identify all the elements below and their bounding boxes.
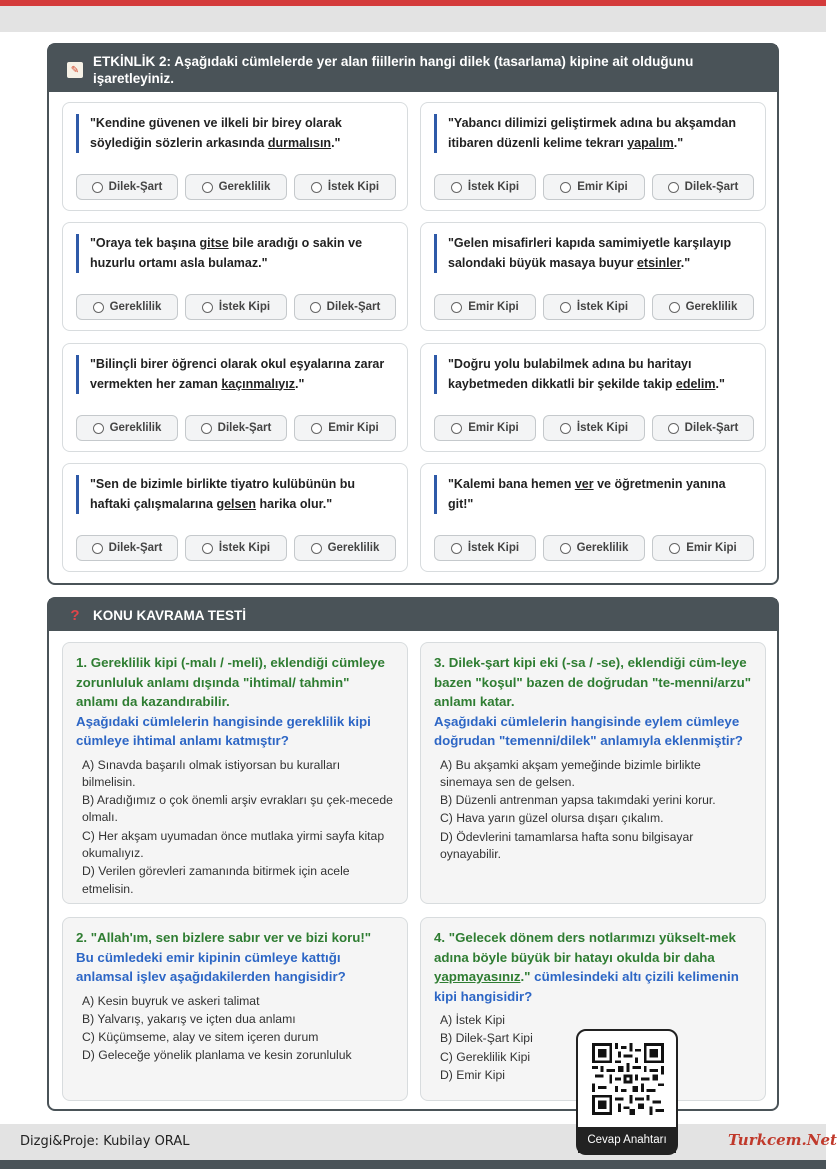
answer-option-b[interactable]: B) Dilek-Şart Kipi (440, 1031, 533, 1046)
test-header (49, 599, 777, 631)
question-icon: ? (70, 606, 80, 624)
option-emir-kipi[interactable] (434, 294, 536, 320)
underlined-verb: yapmayasınız (434, 969, 521, 984)
question-ask: Bu cümledeki emir kipinin cümleye kattığı anlamsal işlev aşağıdakilerden hangisidir? (76, 949, 346, 984)
option-label: Dilek-Şart (326, 301, 381, 313)
activity-card-7 (62, 463, 408, 572)
underlined-verb: edelim (675, 376, 716, 391)
option-label: Gereklilik (576, 542, 629, 554)
radio-icon[interactable] (669, 302, 680, 313)
option-dilek-sart[interactable] (294, 294, 396, 320)
option-group (76, 535, 396, 561)
option-gereklilik[interactable] (76, 415, 178, 441)
underlined-verb: yapalım (627, 135, 674, 150)
activity-section (47, 43, 779, 585)
option-dilek-sart[interactable] (76, 174, 178, 200)
radio-icon[interactable] (669, 543, 680, 554)
brand-logo[interactable]: Turkcem.Net (728, 1131, 837, 1149)
answer-option-b[interactable]: B) Düzenli antrenman yapsa takımdaki yerini korur. (440, 793, 716, 808)
option-istek-kipi[interactable] (434, 174, 536, 200)
answer-option-a[interactable]: A) İstek Kipi (440, 1013, 506, 1027)
option-gereklilik[interactable] (294, 535, 396, 561)
sentence-text: "Doğru yolu bulabilmek adına bu haritayı kaybetmeden dikkatli bir şekilde takip (448, 357, 692, 391)
underlined-verb: etsinler (636, 255, 681, 270)
radio-icon[interactable] (202, 543, 213, 554)
option-label: İstek Kipi (576, 301, 629, 313)
radio-icon[interactable] (560, 302, 571, 313)
sentence-text: harika olur." (256, 496, 333, 511)
answer-option-c[interactable]: C) Gereklilik Kipi (440, 1049, 531, 1064)
option-label: Gereklilik (109, 422, 162, 434)
option-gereklilik[interactable] (652, 294, 754, 320)
sentence-text: "Gelen misafirleri kapıda samimiyetle karşılayıp salondaki büyük masaya buyur (448, 236, 732, 270)
option-emir-kipi[interactable] (434, 415, 536, 441)
activity-card-6 (420, 343, 766, 452)
option-group (434, 415, 754, 441)
sentence-text: "Kalemi bana hemen (448, 477, 575, 491)
radio-icon[interactable] (93, 302, 104, 313)
option-label: Dilek-Şart (684, 422, 739, 434)
sentence-text: "Yabancı dilimizi geliştirmek adına bu akşamdan itibaren düzenli kelime tekrarı (448, 116, 736, 150)
option-dilek-sart[interactable] (652, 415, 754, 441)
option-label: Dilek-Şart (108, 542, 163, 554)
activity-sentence (434, 114, 753, 153)
option-istek-kipi[interactable] (185, 294, 287, 320)
option-label: İstek Kipi (467, 542, 520, 554)
activity-card-2 (420, 102, 766, 211)
underlined-verb: gitse (199, 236, 229, 250)
radio-icon[interactable] (560, 543, 571, 554)
activity-card-4 (420, 222, 766, 331)
underlined-verb: ver (574, 477, 594, 491)
radio-icon[interactable] (93, 423, 104, 434)
sentence-text: "Sen de bizimle birlikte tiyatro kulübünün bu haftaki çalışmalarına (90, 477, 355, 511)
option-istek-kipi[interactable] (294, 174, 396, 200)
answer-option-d[interactable]: D) Emir Kipi (440, 1067, 506, 1082)
question-card-1 (62, 642, 408, 904)
radio-icon[interactable] (311, 543, 322, 554)
bottom-bar (0, 1160, 826, 1169)
sentence-text: bile aradığı o sakin ve huzurlu ortamı asla bulamaz." (90, 236, 363, 270)
answer-option-a[interactable]: A) Kesin buyruk ve askeri talimat (82, 993, 260, 1008)
qr-code-icon (592, 1043, 664, 1115)
option-label: İstek Kipi (218, 301, 271, 313)
sentence-text: ." (673, 135, 684, 150)
option-dilek-sart[interactable] (185, 415, 287, 441)
sentence-text: "Bilinçli birer öğrenci olarak okul eşyalarına zarar vermekten her zaman (90, 357, 385, 391)
option-label: İstek Kipi (218, 542, 271, 554)
option-label: Gereklilik (109, 301, 162, 313)
answer-key-label: Cevap Anahtarı (578, 1127, 676, 1153)
option-emir-kipi[interactable] (652, 535, 754, 561)
option-gereklilik[interactable] (185, 174, 287, 200)
sentence-text: ." (715, 376, 725, 391)
radio-icon[interactable] (451, 302, 462, 313)
option-group (434, 294, 754, 320)
question-title: 1. Gereklilik kipi (-malı / -meli), eklendiği cümleye zorunluluk anlamı dışında "ihtimal/ tahmin" anlamı da kazandırabilir. (76, 655, 385, 709)
option-emir-kipi[interactable] (543, 174, 645, 200)
activity-sentence (434, 475, 753, 514)
footer (0, 1124, 837, 1160)
question-ask: Aşağıdaki cümlelerin hangisinde gereklilik kipi cümleye ihtimal anlamı katmıştır? (76, 713, 371, 748)
answer-option-a[interactable]: A) Sınavda başarılı olmak istiyorsan bu kuralları bilmelisin. (82, 757, 341, 789)
activity-card-1 (62, 102, 408, 211)
option-dilek-sart[interactable] (76, 535, 178, 561)
sentence-text: ." (331, 135, 341, 150)
answer-option-c[interactable]: C) Küçümseme, alay ve sitem içeren durum (82, 1030, 319, 1045)
radio-icon[interactable] (201, 423, 212, 434)
option-group (434, 174, 754, 200)
radio-icon[interactable] (202, 302, 213, 313)
radio-icon[interactable] (202, 182, 213, 193)
sentence-text: ." (294, 376, 305, 391)
activity-sentence (434, 355, 753, 394)
question-title: 2. "Allah'ım, sen bizlere sabır ver ve bizi koru!" (76, 930, 372, 945)
option-label: Gereklilik (685, 301, 738, 313)
activity-card-5 (62, 343, 408, 452)
option-emir-kipi[interactable] (294, 415, 396, 441)
option-label: Dilek-Şart (217, 422, 272, 434)
question-ask: cümlesindeki altı çizili kelimenin kipi hangisidir? (434, 969, 739, 1004)
option-group (76, 294, 396, 320)
radio-icon[interactable] (92, 182, 103, 193)
answer-option-d[interactable]: D) Verilen görevleri zamanında bitirmek için acele etmelisin. (82, 864, 350, 896)
option-label: Emir Kipi (468, 422, 519, 434)
radio-icon[interactable] (560, 182, 571, 193)
option-istek-kipi[interactable] (543, 415, 645, 441)
sentence-text: "Oraya tek başına (90, 236, 200, 250)
option-label: İstek Kipi (576, 422, 629, 434)
option-label: Dilek-Şart (684, 181, 739, 193)
sentence-text: ." (680, 255, 691, 270)
option-label: Emir Kipi (468, 301, 519, 313)
answer-option-b[interactable]: B) Aradığımız o çok önemli arşiv evrakları şu çek-mecede olmalı. (82, 793, 393, 825)
option-group (434, 535, 754, 561)
activity-header (49, 45, 777, 92)
option-label: Dilek-Şart (108, 181, 163, 193)
radio-icon[interactable] (560, 423, 571, 434)
radio-icon[interactable] (311, 423, 322, 434)
option-istek-kipi[interactable] (185, 535, 287, 561)
answer-option-d[interactable]: D) Geleceğe yönelik planlama ve kesin zorunluluk (82, 1048, 352, 1063)
option-label: Gereklilik (327, 542, 380, 554)
answer-key-qr[interactable] (576, 1029, 678, 1155)
footer-credit: Dizgi&Proje: Kubilay ORAL (20, 1134, 190, 1149)
activity-sentence (76, 234, 395, 273)
activity-card-8 (420, 463, 766, 572)
radio-icon[interactable] (668, 182, 679, 193)
answer-option-c[interactable]: C) Hava yarın güzel olursa dışarı çıkalım. (440, 811, 664, 826)
question-title (434, 928, 752, 1006)
top-band (0, 6, 826, 32)
underlined-verb: kaçınmalıyız (221, 376, 295, 391)
answer-option-b[interactable]: B) Yalvarış, yakarış ve içten dua anlamı (82, 1011, 296, 1026)
option-label: Gereklilik (218, 181, 271, 193)
option-label: İstek Kipi (327, 181, 380, 193)
radio-icon[interactable] (310, 302, 321, 313)
option-dilek-sart[interactable] (652, 174, 754, 200)
answer-option-d[interactable]: D) Ödevlerini tamamlarsa hafta sonu bilgisayar oynayabilir. (440, 829, 694, 861)
radio-icon[interactable] (92, 543, 103, 554)
activity-sentence (76, 114, 395, 153)
answer-option-a[interactable]: A) Bu akşamki akşam yemeğinde bizimle birlikte sinemaya sen de gelsen. (440, 757, 701, 789)
option-label: Emir Kipi (328, 422, 379, 434)
option-istek-kipi[interactable] (434, 535, 536, 561)
option-istek-kipi[interactable] (543, 294, 645, 320)
question-card-3 (420, 642, 766, 904)
radio-icon[interactable] (311, 182, 322, 193)
option-label: İstek Kipi (467, 181, 520, 193)
sentence-text: ve öğretmenin yanına git!" (448, 477, 726, 511)
radio-icon[interactable] (451, 543, 462, 554)
answer-option-c[interactable]: C) Her akşam uyumadan önce mutlaka yirmi sayfa kitap okumalıyız. (82, 828, 385, 860)
activity-sentence (434, 234, 753, 273)
option-group (76, 415, 396, 441)
activity-sentence (76, 475, 395, 514)
activity-card-3 (62, 222, 408, 331)
option-label: Emir Kipi (577, 181, 628, 193)
option-gereklilik[interactable] (76, 294, 178, 320)
option-label: Emir Kipi (686, 542, 737, 554)
radio-icon[interactable] (451, 182, 462, 193)
question-ask: Aşağıdaki cümlelerin hangisinde eylem cümleye doğrudan "temenni/dilek" anlamıyla eklenmiştir? (434, 713, 743, 748)
notepad-icon: ✎ (67, 62, 83, 78)
radio-icon[interactable] (668, 423, 679, 434)
question-title: 3. Dilek-şart kipi eki (-sa / -se), eklendiği cüm-leye bazen "koşul" bazen de doğrudan "te-menni/arzu" anlamı katar. (434, 655, 752, 709)
question-card-2 (62, 917, 408, 1101)
radio-icon[interactable] (451, 423, 462, 434)
option-gereklilik[interactable] (543, 535, 645, 561)
underlined-verb: durmalısın (267, 135, 332, 150)
activity-sentence (76, 355, 395, 394)
question-title-text: 4. "Gelecek dönem ders notlarımızı yükselt-mek adına böyle büyük bir hatayı okulda bir daha (434, 930, 736, 965)
sentence-text: "Kendine güvenen ve ilkeli bir birey olarak söylediğin sözlerin arkasında (90, 116, 342, 150)
test-title: KONU KAVRAMA TESTİ (93, 608, 246, 623)
question-title-text: ." (520, 969, 531, 984)
underlined-verb: gelsen (216, 496, 257, 511)
option-group (76, 174, 396, 200)
activity-title: ETKİNLİK 2: Aşağıdaki cümlelerde yer alan fiillerin hangi dilek (tasarlama) kipine ait olduğunu işaretleyiniz. (93, 54, 694, 86)
